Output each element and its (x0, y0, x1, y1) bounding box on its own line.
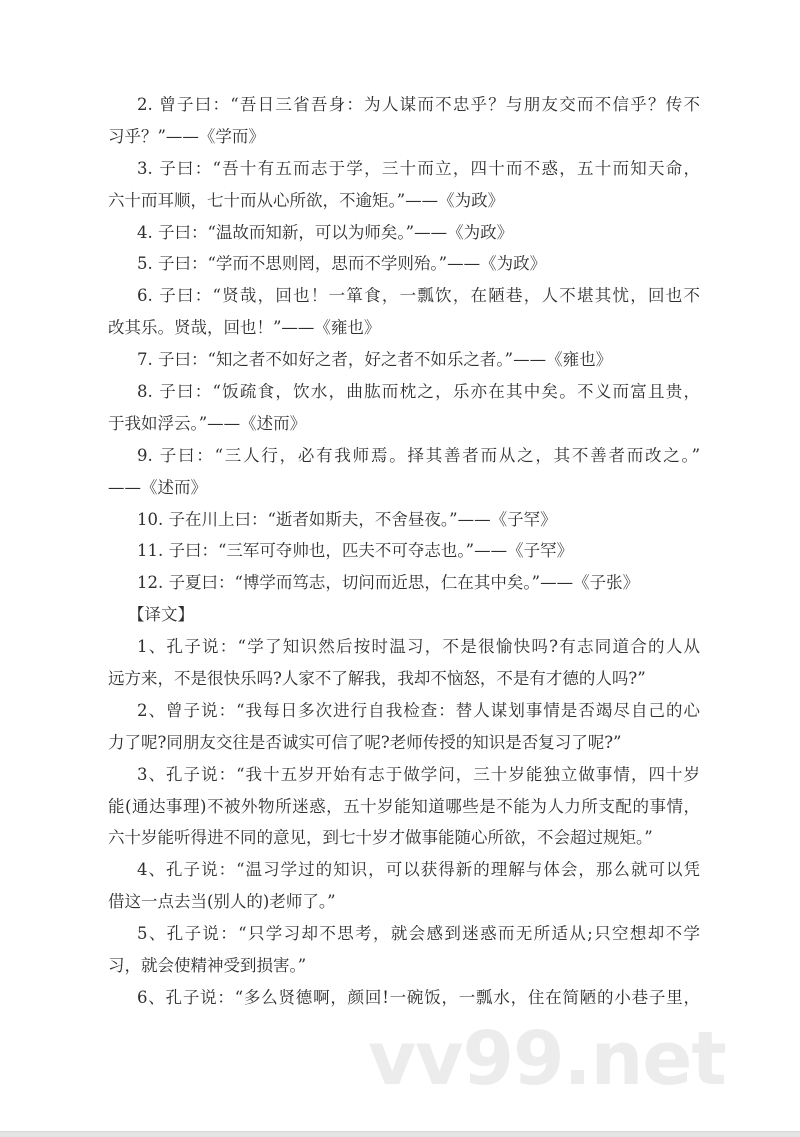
text-line: 习，就会使精神受到损害。” (108, 956, 307, 976)
text-line: 5、孔子说：“只学习却不思考，就会感到迷惑而无所适从;只空想却不学 (137, 924, 700, 944)
text-line: 3. 子曰：“吾十有五而志于学，三十而立，四十而不惑，五十而知天命， (137, 158, 700, 178)
text-line: ——《述而》 (108, 477, 207, 497)
text-line: 六十岁能听得进不同的意见，到七十岁才做事能随心所欲，不会超过规矩。” (108, 828, 653, 848)
text-line: 4. 子曰：“温故而知新，可以为师矣。”——《为政》 (137, 222, 514, 242)
text-line: 于我如浮云。”——《述而》 (108, 413, 307, 433)
document-body (108, 89, 700, 1014)
text-line: 2. 曾子曰：“吾日三省吾身：为人谋而不忠乎？与朋友交而不信乎？传不 (137, 95, 700, 114)
text-line: 9. 子曰：“三人行，必有我师焉。择其善者而从之，其不善者而改之。” (137, 445, 700, 465)
text-line: 借这一点去当(别人的)老师了。” (108, 892, 336, 912)
section-heading: 【译文】 (128, 605, 194, 625)
text-line: 6、孔子说：“多么贤德啊，颜回!一碗饭，一瓢水，住在简陋的小巷子里， (137, 987, 700, 1007)
text-line: 11. 子曰：“三军可夺帅也，匹夫不可夺志也。”——《子罕》 (137, 541, 574, 561)
text-line: 远方来，不是很快乐吗?人家不了解我，我却不恼怒，不是有才德的人吗?” (108, 669, 646, 689)
text-line: 6. 子曰：“贤哉，回也！一箪食，一瓢饮，在陋巷，人不堪其忧，回也不 (137, 286, 700, 306)
text-line: 能(通达事理)不被外物所迷惑，五十岁能知道哪些是不能为人力所支配的事情， (108, 796, 700, 816)
text-line: 12. 子夏曰：“博学而笃志，切问而近思，仁在其中矣。”——《子张》 (137, 573, 640, 593)
text-line: 5. 子曰：“学而不思则罔，思而不学则殆。”——《为政》 (137, 254, 547, 274)
text-line: 10. 子在川上曰：“逝者如斯夫，不舍昼夜。”——《子罕》 (137, 509, 557, 529)
text-line: 改其乐。贤哉，回也！”——《雍也》 (108, 318, 381, 338)
text-line: 2、曾子说：“我每日多次进行自我检查：替人谋划事情是否竭尽自己的心 (137, 700, 700, 720)
text-line: 1、孔子说：“学了知识然后按时温习，不是很愉快吗?有志同道合的人从 (137, 637, 700, 657)
text-line: 4、孔子说：“温习学过的知识，可以获得新的理解与体会，那么就可以凭 (137, 860, 700, 880)
text-line: 7. 子曰：“知之者不如好之者，好之者不如乐之者。”——《雍也》 (137, 350, 613, 370)
text-line: 习乎？”——《学而》 (108, 126, 265, 146)
text-line: 六十而耳顺，七十而从心所欲，不逾矩。”——《为政》 (108, 190, 505, 210)
text-line: 3、孔子说：“我十五岁开始有志于做学问，三十岁能独立做事情，四十岁 (137, 764, 700, 784)
text-line: 力了呢?同朋友交往是否诚实可信了呢?老师传授的知识是否复习了呢?” (108, 732, 622, 752)
page-bottom-edge (0, 1131, 800, 1137)
watermark: vv99.net (368, 1016, 726, 1102)
text-line: 8. 子曰：“饭疏食，饮水，曲肱而枕之，乐亦在其中矣。不义而富且贵， (137, 382, 700, 402)
